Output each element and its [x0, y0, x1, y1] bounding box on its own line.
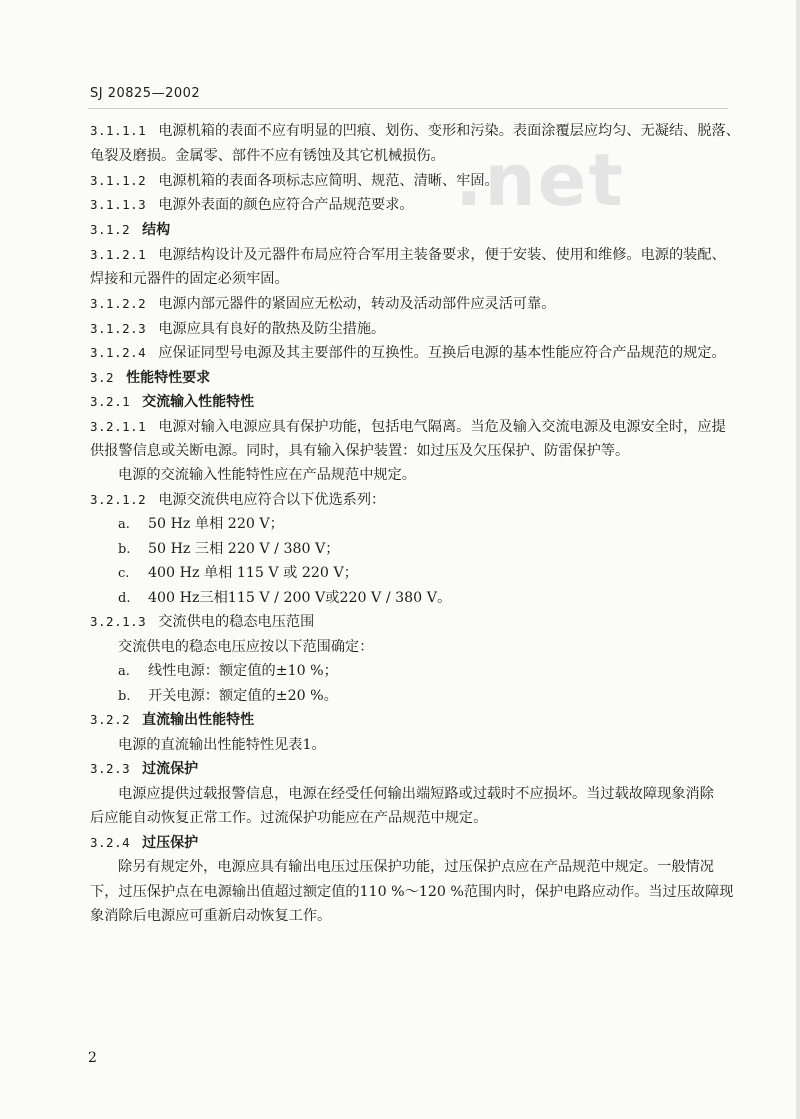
- paragraph-line: 电源应提供过载报警信息，电源在经受任何输出端短路或过载时不应损坏。当过载故障现象消除: [118, 786, 714, 802]
- paragraph-line: 除另有规定外，电源应具有输出电压过压保护功能，过压保护点应在产品规范中规定。一般情况: [118, 859, 714, 875]
- page-number: 2: [88, 1050, 97, 1066]
- paragraph-line: 交流供电的稳态电压应按以下范围确定：: [118, 639, 374, 655]
- section-heading: 3.2.4 过压保护: [90, 835, 199, 851]
- paragraph-line: 象消除后电源应可重新启动恢复工作。: [90, 908, 332, 924]
- list-item: b. 50 Hz 三相 220 V / 380 V；: [118, 541, 340, 557]
- paragraph-line: 后应能自动恢复正常工作。过流保护功能应在产品规范中规定。: [90, 810, 488, 826]
- paragraph-line: 3.1.2.1 电源结构设计及元器件布局应符合军用主装备要求，便于安装、使用和维修。电源的装配、: [90, 247, 726, 263]
- paragraph-line: 焊接和元器件的固定必须牢固。: [90, 271, 289, 287]
- section-heading: 3.1.2 结构: [90, 222, 171, 238]
- scan-edge: [796, 0, 800, 1119]
- paragraph-line: 3.2.1.2 电源交流供电应符合以下优选系列：: [90, 492, 386, 508]
- paragraph-line: 3.1.1.2 电源机箱的表面各项标志应简明、规范、清晰、牢固。: [90, 173, 499, 189]
- paragraph-line: 电源的交流输入性能特性应在产品规范中规定。: [118, 467, 416, 483]
- header-divider: [88, 108, 728, 109]
- list-item: d. 400 Hz三相115 V / 200 V或220 V / 380 V。: [118, 590, 452, 606]
- list-item: a. 50 Hz 单相 220 V；: [118, 516, 284, 532]
- watermark: .net: [455, 138, 625, 222]
- paragraph-line: 3.1.2.3 电源应具有良好的散热及防尘措施。: [90, 321, 386, 337]
- document-id-header: SJ 20825—2002: [90, 86, 201, 101]
- section-heading: 3.2.2 直流输出性能特性: [90, 712, 255, 728]
- paragraph-line: 3.1.2.4 应保证同型号电源及其主要部件的互换性。互换后电源的基本性能应符合产品规范的规定。: [90, 345, 726, 361]
- list-item: a. 线性电源：额定值的±10 %；: [118, 663, 338, 679]
- paragraph-line: 3.2.1.1 电源对输入电源应具有保护功能，包括电气隔离。当危及输入交流电源及电源安全时，应提: [90, 419, 726, 435]
- list-item: c. 400 Hz 单相 115 V 或 220 V；: [118, 565, 358, 581]
- paragraph-line: 下，过压保护点在电源输出值超过额定值的110 %～120 %范围内时，保护电路应动作。当过压故障现: [90, 884, 734, 900]
- section-heading: 3.2.1.3 交流供电的稳态电压范围: [90, 614, 315, 630]
- section-heading: 3.2 性能特性要求: [90, 370, 211, 386]
- list-item: b. 开关电源：额定值的±20 %。: [118, 688, 338, 704]
- paragraph-line: 3.1.1.1 电源机箱的表面不应有明显的凹痕、划伤、变形和污染。表面涂覆层应均匀、无凝结、脱落、: [90, 123, 740, 139]
- paragraph-line: 3.1.1.3 电源外表面的颜色应符合产品规范要求。: [90, 197, 414, 213]
- section-heading: 3.2.1 交流输入性能特性: [90, 394, 255, 410]
- section-heading: 3.2.3 过流保护: [90, 761, 199, 777]
- paragraph-line: 电源的直流输出性能特性见表1。: [118, 737, 326, 753]
- paragraph-line: 龟裂及磨损。金属零、部件不应有锈蚀及其它机械损伤。: [90, 148, 445, 164]
- paragraph-line: 供报警信息或关断电源。同时，具有输入保护装置：如过压及欠压保护、防雷保护等。: [90, 443, 630, 459]
- paragraph-line: 3.1.2.2 电源内部元器件的紧固应无松动，转动及活动部件应灵活可靠。: [90, 296, 556, 312]
